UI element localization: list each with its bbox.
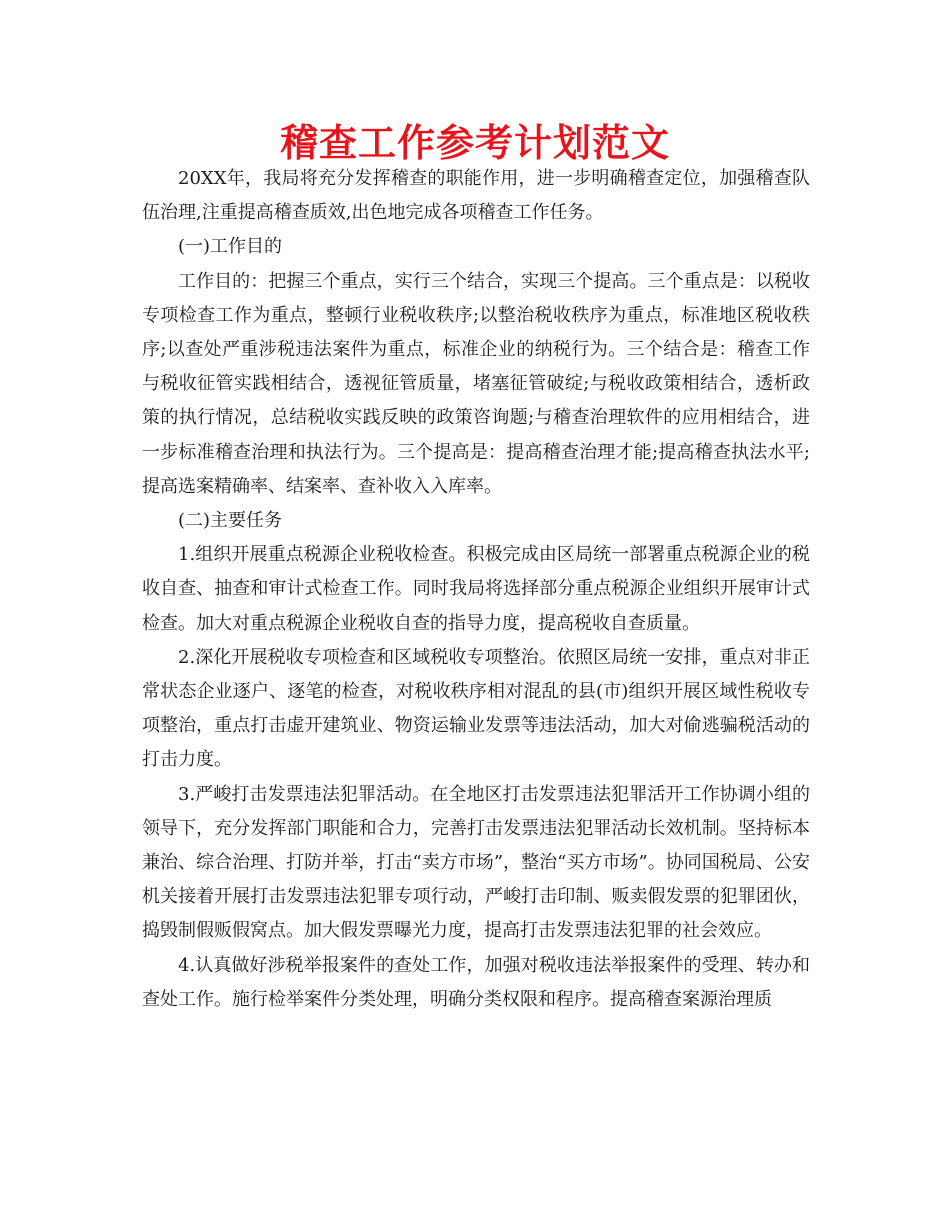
task-item-2: 2.深化开展税收专项检查和区域税收专项整治。依照区局统一安排，重点对非正常状态企业逐户、逐笔的检查，对税收秩序相对混乱的县(市)组织开展区域性税收专项整治，重点打击虚开建筑业、物资运输业发票等违法活动，加大对偷逃骗税活动的打击力度。	[142, 646, 810, 771]
goals-paragraph: 工作目的：把握三个重点，实行三个结合，实现三个提高。三个重点是：以税收专项检查工作为重点，整顿行业税收秩序;以整治税收秩序为重点，标准地区税收秩序;以查处严重涉税违法案件为重点，标准企业的纳税行为。三个结合是：稽查工作与税收征管实践相结合，透视征管质量，堵塞征管破绽;与税收政策相结合，透析政策的执行情况，总结税收实践反映的政策咨询题;与稽查治理软件的应用相结合，进一步标准稽查治理和执法行为。三个提高是：提高稽查治理才能;提高稽查执法水平;提高选案精确率、结案率、查补收入入库率。	[142, 270, 810, 497]
task-item-3: 3.严峻打击发票违法犯罪活动。在全地区打击发票违法犯罪活开工作协调小组的领导下，充分发挥部门职能和合力，完善打击发票违法犯罪活动长效机制。坚持标本兼治、综合治理、打防并举，打击“卖方市场”，整治“买方市场”。协同国税局、公安机关接着开展打击发票违法犯罪专项行动，严峻打击印制、贩卖假发票的犯罪团伙，捣毁制假贩假窝点。加大假发票曝光力度，提高打击发票违法犯罪的社会效应。	[142, 783, 810, 942]
document-title: 稽查工作参考计划范文	[279, 120, 670, 165]
document-body	[142, 162, 810, 1017]
section-heading-goals: (一)工作目的	[178, 236, 283, 258]
task-item-1: 1.组织开展重点税源企业税收检查。积极完成由区局统一部署重点税源企业的税收自查、抽查和审计式检查工作。同时我局将选择部分重点税源企业组织开展审计式检查。加大对重点税源企业税收自查的指导力度，提高税收自查质量。	[142, 544, 810, 634]
task-item-4: 4.认真做好涉税举报案件的查处工作，加强对税收违法举报案件的受理、转办和查处工作。施行检举案件分类处理，明确分类权限和程序。提高稽查案源治理质	[142, 954, 810, 1010]
section-heading-tasks: (二)主要任务	[178, 510, 283, 532]
intro-paragraph: 20XX年，我局将充分发挥稽查的职能作用，进一步明确稽查定位，加强稽查队伍治理,注重提高稽查质效,出色地完成各项稽查工作任务。	[142, 168, 810, 224]
